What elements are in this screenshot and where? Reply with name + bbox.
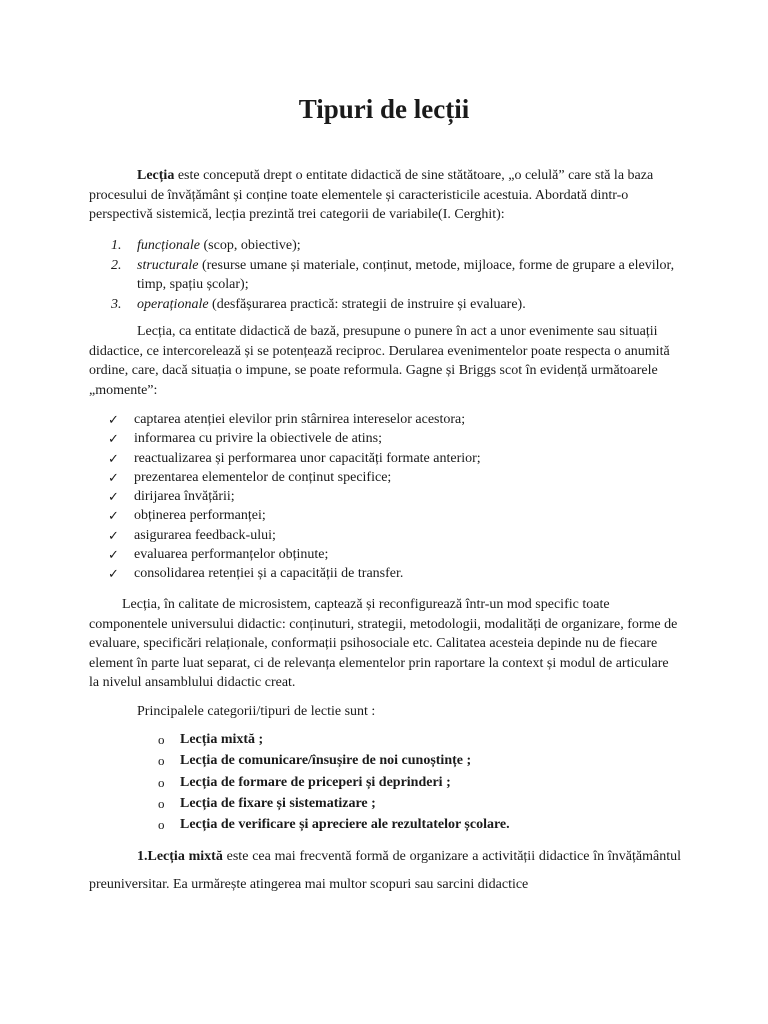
- list-item: [158, 729, 678, 750]
- list-number: 1.: [111, 238, 122, 253]
- list-item: [158, 793, 678, 814]
- list-text: (resurse umane și materiale, conținut, metode, mijloace, forme de grupare a elevilor, timp, spațiu școlar);: [137, 257, 675, 292]
- checkmark-icon: ✓: [108, 566, 119, 582]
- list-item: [108, 449, 668, 468]
- intro-bold-term: Lecția: [137, 168, 175, 183]
- mixed-lesson-text: este cea mai frecventă formă de organizare a activității didactice în învățământul preuniversitar. Ea urmărește atingerea mai multor scopuri sau sarcini didactice: [89, 849, 682, 892]
- checkmark-icon: ✓: [108, 508, 119, 524]
- list-item: [108, 410, 668, 429]
- list-item: [158, 750, 678, 771]
- list-item: [108, 429, 668, 448]
- list-term: structurale: [137, 257, 199, 273]
- list-text: Lecția de fixare și sistematizare ;: [180, 795, 376, 811]
- bullet-icon: o: [158, 817, 165, 833]
- paragraph-types-intro: Principalele categorii/tipuri de lectie sunt :: [137, 704, 376, 719]
- paragraph-mixed-lesson: [89, 843, 681, 899]
- list-number: 3.: [111, 296, 122, 312]
- intro-text: este concepută drept o entitate didactică de sine stătătoare, „o celulă” care stă la baza procesului de învățământ și conține toate elementele și caracteristicile acestuia. Abordată dintr-o perspectivă sistemică, lecția prezintă trei categorii de variabile(I. Cerghit):: [89, 168, 654, 222]
- list-item: [108, 468, 668, 487]
- checkmark-icon: ✓: [108, 431, 119, 447]
- list-text: informarea cu privire la obiectivele de atins;: [134, 431, 383, 447]
- page-title: Tipuri de lecții: [298, 94, 470, 124]
- lesson-types-list: [158, 729, 678, 835]
- list-text: (desfășurarea practică: strategii de instruire și evaluare).: [208, 296, 526, 312]
- list-text: prezentarea elementelor de conținut specifice;: [134, 469, 392, 485]
- list-item: [89, 236, 681, 256]
- list-text: Lecția de formare de priceperi și deprinderi ;: [180, 774, 451, 790]
- list-term: funcționale: [137, 238, 200, 253]
- moments-list: [108, 410, 668, 584]
- list-text: consolidarea retenției și a capacității de transfer.: [134, 566, 404, 582]
- list-text: captarea atenției elevilor prin stârnirea intereselor acestora;: [134, 412, 466, 427]
- list-text: Lecția de comunicare/însușire de noi cunoștințe ;: [180, 753, 472, 769]
- list-text: reactualizarea și performarea unor capacități formate anterior;: [134, 450, 481, 466]
- list-text: evaluarea performanțelor obținute;: [134, 547, 329, 563]
- intro-paragraph: [89, 166, 681, 225]
- variables-list: [89, 236, 681, 314]
- list-term: operaționale: [137, 296, 209, 312]
- paragraph-microsystem: Lecția, în calitate de microsistem, captează și reconfigurează într-un mod specific toate componentele universului didactic: conținuturi, strategii, metodologii, modalități de organizare, forme de evaluare, specificări relaționale, conformații psihosociale etc. Calitatea acesteia depinde nu de fiecare element în parte luat separat, ci de relevanța elementelor prin raportare la context și modul de articulare la nivelul ansamblului didactic creat.: [89, 597, 678, 690]
- list-item: [158, 814, 678, 835]
- checkmark-icon: ✓: [108, 469, 119, 485]
- checkmark-icon: ✓: [108, 527, 119, 543]
- list-number: 2.: [111, 257, 122, 273]
- list-item: [158, 772, 678, 793]
- checkmark-icon: ✓: [108, 547, 119, 563]
- checkmark-icon: ✓: [108, 450, 119, 466]
- list-text: Lecția de verificare și apreciere ale rezultatelor școlare.: [180, 817, 510, 833]
- list-item: [108, 545, 668, 564]
- list-text: (scop, obiective);: [200, 238, 301, 253]
- paragraph-moments-intro: Lecția, ca entitate didactică de bază, presupune o punere în act a unor evenimente sau situații didactice, ce intercorelează și se potențează reciproc. Derularea evenimentelor poate respecta o anumită ordine, care, dacă situația o impune, se poate reformula. Gagne și Briggs scot în evidență următoarele „momente”:: [89, 324, 670, 398]
- bullet-icon: o: [158, 753, 165, 769]
- list-item: [108, 526, 668, 545]
- list-text: dirijarea învățării;: [134, 489, 235, 505]
- bullet-icon: o: [158, 732, 165, 747]
- list-item: [89, 256, 681, 295]
- checkmark-icon: ✓: [108, 412, 119, 427]
- list-item: [108, 506, 668, 525]
- list-text: asigurarea feedback-ului;: [134, 527, 276, 543]
- list-text: obținerea performanței;: [134, 508, 266, 524]
- bullet-icon: o: [158, 774, 165, 790]
- list-item: [89, 295, 681, 315]
- mixed-lesson-bold: 1.Lecția mixtă: [137, 849, 223, 864]
- list-item: [108, 564, 668, 583]
- bullet-icon: o: [158, 795, 165, 811]
- list-item: [108, 487, 668, 506]
- list-text: Lecția mixtă ;: [180, 732, 264, 747]
- checkmark-icon: ✓: [108, 489, 119, 505]
